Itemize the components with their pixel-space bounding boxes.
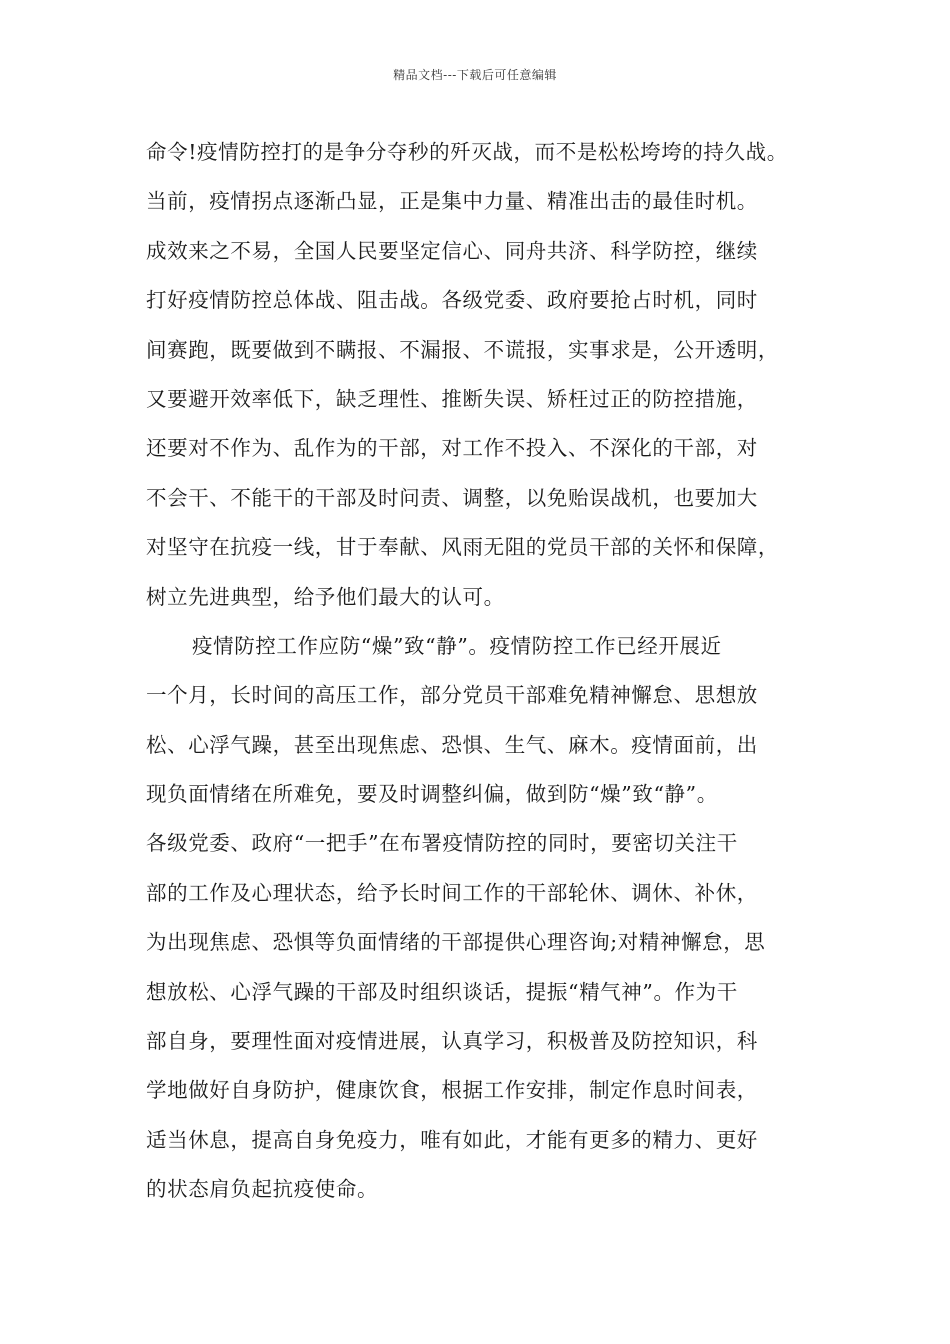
text-line: 各级党委、政府“一把手”在布署疫情防控的同时，要密切关注干	[146, 831, 738, 856]
text-line: 学地做好自身防护，健康饮食，根据工作安排，制定作息时间表，	[146, 1078, 758, 1103]
text-line: 间赛跑，既要做到不瞒报、不漏报、不谎报，实事求是，公开透明，	[146, 337, 779, 362]
page-header: 精品文档---下载后可任意编辑	[393, 68, 557, 82]
text-line: 现负面情绪在所难免，要及时调整纠偏，做到防“燥”致“静”。	[146, 782, 718, 807]
text-line: 一个月，长时间的高压工作，部分党员干部难免精神懈怠、思想放	[146, 683, 758, 708]
paragraph-2	[146, 626, 846, 1219]
paragraph-1	[146, 132, 846, 626]
text-line: 对坚守在抗疫一线，甘于奉献、风雨无阻的党员干部的关怀和保障，	[146, 535, 779, 560]
text-line: 适当休息，提高自身免疫力，唯有如此，才能有更多的精力、更好	[146, 1127, 758, 1152]
text-line: 部的工作及心理状态，给予长时间工作的干部轮休、调休、补休，	[146, 880, 758, 905]
text-line: 为出现焦虑、恐惧等负面情绪的干部提供心理咨询;对精神懈怠，思	[146, 930, 766, 955]
text-line: 想放松、心浮气躁的干部及时组织谈话，提振“精气神”。作为干	[146, 979, 738, 1004]
text-line: 疫情防控工作应防“燥”致“静”。疫情防控工作已经开展近	[192, 633, 722, 658]
text-line: 的状态肩负起抗疫使命。	[146, 1177, 379, 1202]
text-line: 又要避开效率低下，缺乏理性、推断失误、矫枉过正的防控措施，	[146, 386, 758, 411]
text-line: 松、心浮气躁，甚至出现焦虑、恐惧、生气、麻木。疫情面前，出	[146, 732, 758, 757]
text-line: 成效来之不易，全国人民要坚定信心、同舟共济、科学防控，继续	[146, 238, 758, 263]
text-line: 当前，疫情拐点逐渐凸显，正是集中力量、精准出击的最佳时机。	[146, 189, 758, 214]
text-line: 部自身，要理性面对疫情进展，认真学习，积极普及防控知识，科	[146, 1029, 758, 1054]
text-line: 还要对不作为、乱作为的干部，对工作不投入、不深化的干部，对	[146, 436, 758, 461]
text-line: 不会干、不能干的干部及时问责、调整，以免贻误战机，也要加大	[146, 485, 758, 510]
text-line: 打好疫情防控总体战、阻击战。各级党委、政府要抢占时机，同时	[146, 288, 758, 313]
document-body	[146, 132, 846, 1219]
text-line: 命令!疫情防控打的是争分夺秒的歼灭战，而不是松松垮垮的持久战。	[146, 140, 788, 164]
text-line: 树立先进典型，给予他们最大的认可。	[146, 584, 505, 609]
